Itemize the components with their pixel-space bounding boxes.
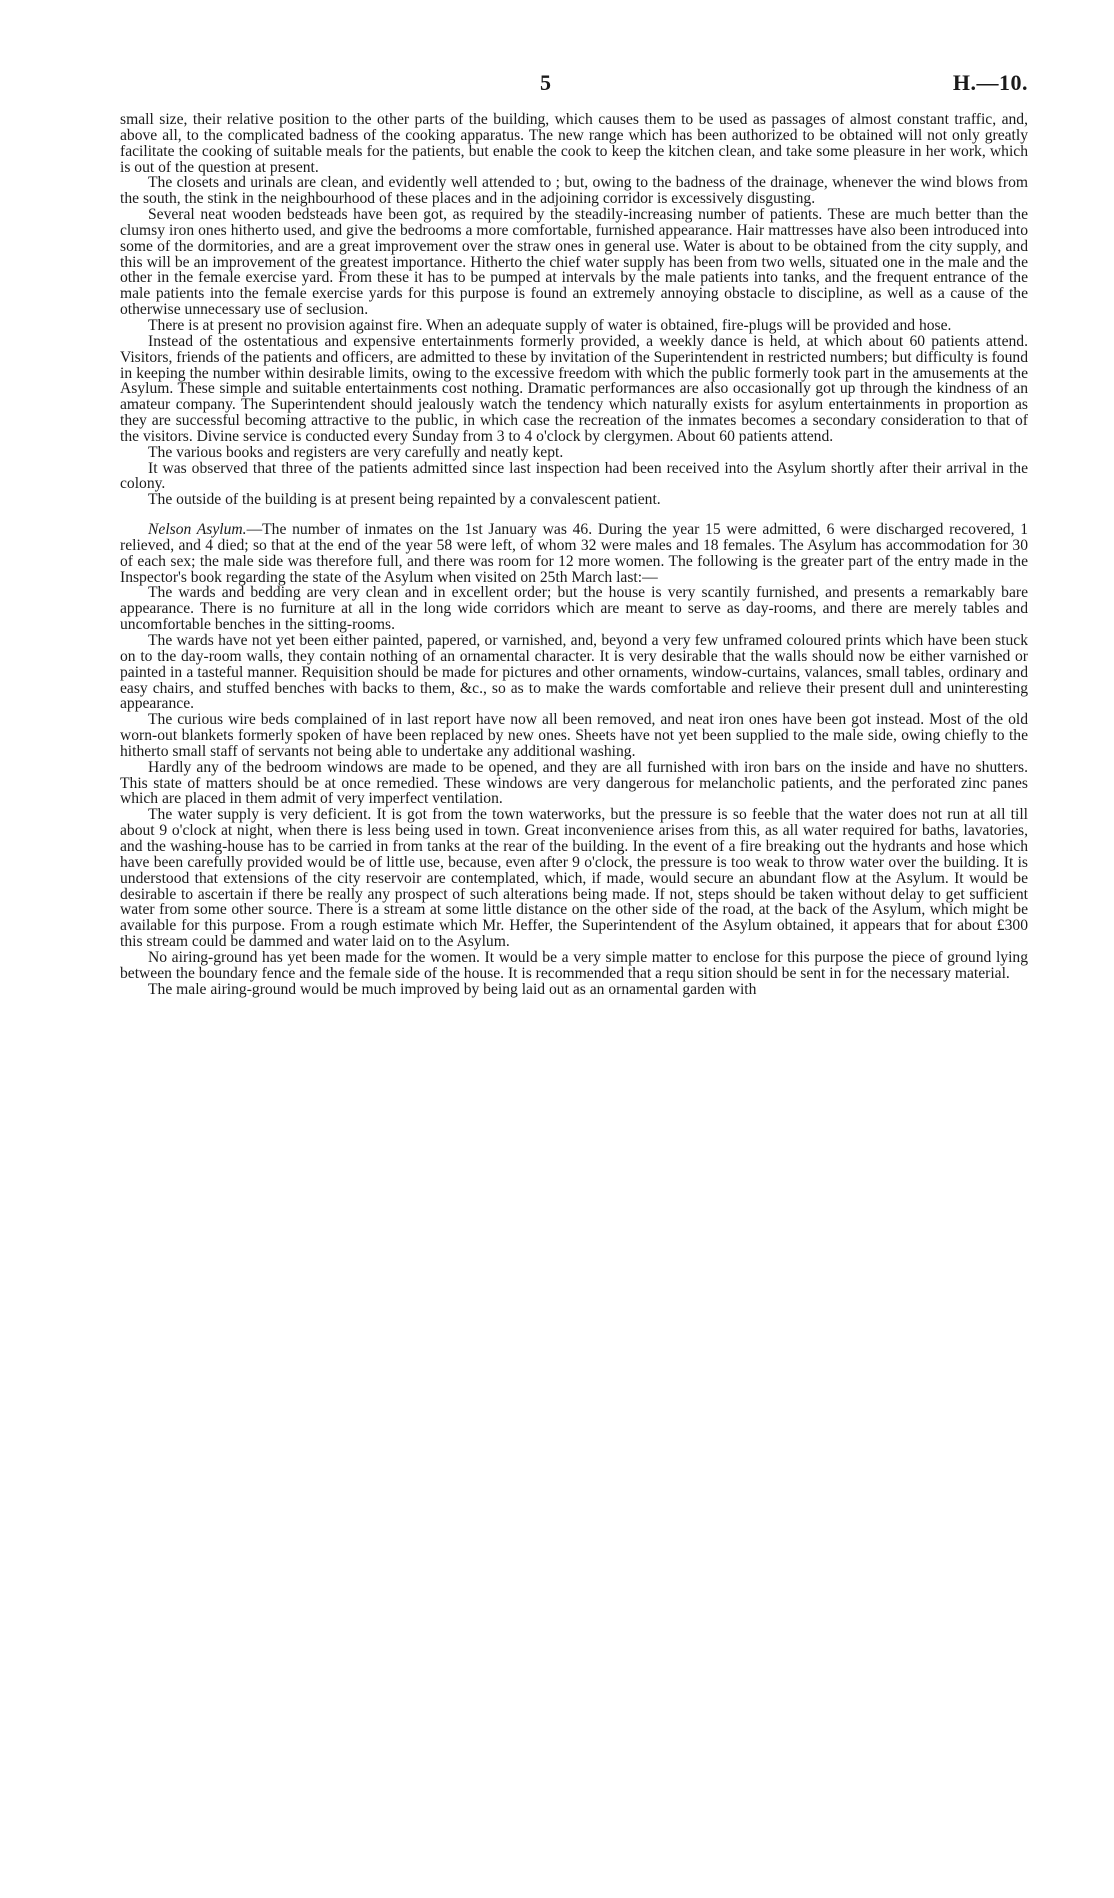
paragraph: Instead of the ostentatious and expensive entertainments formerly provided, a weekly dance is held, at which about 60 patients attend. Visitors, friends of the patients and officers, are admitted to these by invitation of the Superintendent in restricted numbers; but difficulty is found in keeping the number within desirable limits, owing to the excessive freedom with which the public formerly took part in the amusements at the Asylum. These simple and suitable entertainments cost nothing. Dramatic performances are also occasionally got up through the kindness of an amateur company. The Superintendent should jealously watch the tendency which naturally exists for asylum entertainments in proportion as they are successful becoming attractive to the public, in which case the recreation of the inmates becomes a secondary consideration to that of the visitors. Divine service is conducted every Sunday from 3 to 4 o'clock by clergymen. About 60 patients attend. [120,332,1028,445]
page-header [120,70,1028,112]
paragraph: The various books and registers are very carefully and neatly kept. [148,443,564,461]
paragraph: The wards and bedding are very clean and in excellent order; but the house is very scantily furnished, and presents a remarkably bare appearance. There is no furniture at all in the long wide corridors which are meant to serve as day-rooms, and there are merely tables and uncomfortable benches in the sitting-rooms. [120,584,1028,634]
document-reference: H.—10. [952,70,1028,95]
body-text [120,112,1028,997]
paragraph: The wards have not yet been either painted, papered, or varnished, and, beyond a very few unframed coloured prints which have been stuck on to the day-room walls, they contain nothing of an ornamental character. It is very desirable that the walls should now be either varnished or painted in a tasteful manner. Requisition should be made for pictures and other ornaments, window-curtains, valances, small tables, ordinary and easy chairs, and stuffed benches with backs to them, &c., so as to make the wards comfortable and relieve their present dull and uninteresting appearance. [120,632,1028,713]
paragraph: No airing-ground has yet been made for the women. It would be a very simple matter to enclose for this purpose the piece of ground lying between the boundary fence and the female side of the house. It is recommended that a requ sition should be sent in for the necessary material. [120,948,1028,982]
section-intro-text: —The number of inmates on the 1st January was 46. During the year 15 were admitted, 6 were discharged recovered, 1 relieved, and 4 died; so that at the end of the year 58 were left, of whom 32 were males and 18 females. The Asylum has accommodation for 30 of each sex; the male side was therefore full, and there was room for 12 more women. The following is the greater part of the entry made in the Inspector's book regarding the state of the Asylum when visited on 25th March last:— [120,521,1028,586]
paragraph: The male airing-ground would be much improved by being laid out as an ornamental garden with [148,980,757,998]
nelson-asylum-intro [120,522,1028,585]
paragraph: The water supply is very deficient. It is got from the town waterworks, but the pressure is so feeble that the water does not run at all till about 9 o'clock at night, when there is less being used in town. Great inconvenience arises from this, as all water required for baths, lavatories, and the washing-house has to be carried in from tanks at the rear of the building. In the event of a fire breaking out the hydrants and hose which have been carefully provided would be of little use, because, even after 9 o'clock, the pressure is too weak to throw water over the building. It is understood that extensions of the city reservoir are contemplated, which, if made, would secure an abundant flow at the Asylum. It would be desirable to ascertain if there be really any prospect of such alterations being made. If not, steps should be taken without delay to get sufficient water from some other source. There is a stream at some little distance on the other side of the road, at the back of the Asylum, which might be available for this purpose. From a rough estimate which Mr. Heffer, the Superintendent of the Asylum obtained, it appears that for about £300 this stream could be dammed and water laid on to the Asylum. [120,806,1028,951]
section-heading: Nelson Asylum. [148,521,247,539]
paragraph: The closets and urinals are clean, and evidently well attended to ; but, owing to the badness of the drainage, whenever the wind blows from the south, the stink in the neighbourhood of these places and in the adjoining corridor is excessively disgusting. [120,174,1028,208]
page-number: 5 [540,70,551,95]
paragraph: small size, their relative position to the other parts of the building, which causes them to be used as passages of almost constant traffic, and, above all, to the complicated badness of the cooking apparatus. The new range which has been authorized to be obtained will not only greatly facilitate the cooking of suitable meals for the patients, but enable the cook to keep the kitchen clean, and take some pleasure in her work, which is out of the question at present. [120,111,1028,176]
paragraph: The curious wire beds complained of in last report have now all been removed, and neat iron ones have been got instead. Most of the old worn-out blankets formerly spoken of have been replaced by new ones. Sheets have not yet been supplied to the male side, owing chiefly to the hitherto small staff of servants not being able to undertake any additional washing. [120,711,1028,760]
paragraph: There is at present no provision against fire. When an adequate supply of water is obtained, fire-plugs will be provided and hose. [148,316,952,334]
paragraph: Hardly any of the bedroom windows are made to be opened, and they are all furnished with iron bars on the inside and have no shutters. This state of matters should be at once remedied. These windows are very dangerous for melancholic patients, and the perforated zinc panes which are placed in them admit of very imperfect ventilation. [120,758,1028,808]
paragraph: Several neat wooden bedsteads have been got, as required by the steadily-increasing number of patients. These are much better than the clumsy iron ones hitherto used, and give the bedrooms a more comfortable, furnished appearance. Hair mattresses have also been introduced into some of the dormitories, and are a great improvement over the straw ones in general use. Water is about to be obtained from the city supply, and this will be an improvement of the greatest importance. Hitherto the chief water supply has been from two wells, situated one in the male and the other in the female exercise yard. From these it has to be pumped at intervals by the male patients into tanks, and the frequent entrance of the male patients into the female exercise yards for this purpose is found an extremely annoying obstacle to discipline, as well as a cause of the otherwise unnecessary use of seclusion. [120,206,1028,319]
paragraph: It was observed that three of the patients admitted since last inspection had been received into the Asylum shortly after their arrival in the colony. [120,459,1028,493]
paragraph: The outside of the building is at present being repainted by a convalescent patient. [148,491,661,509]
